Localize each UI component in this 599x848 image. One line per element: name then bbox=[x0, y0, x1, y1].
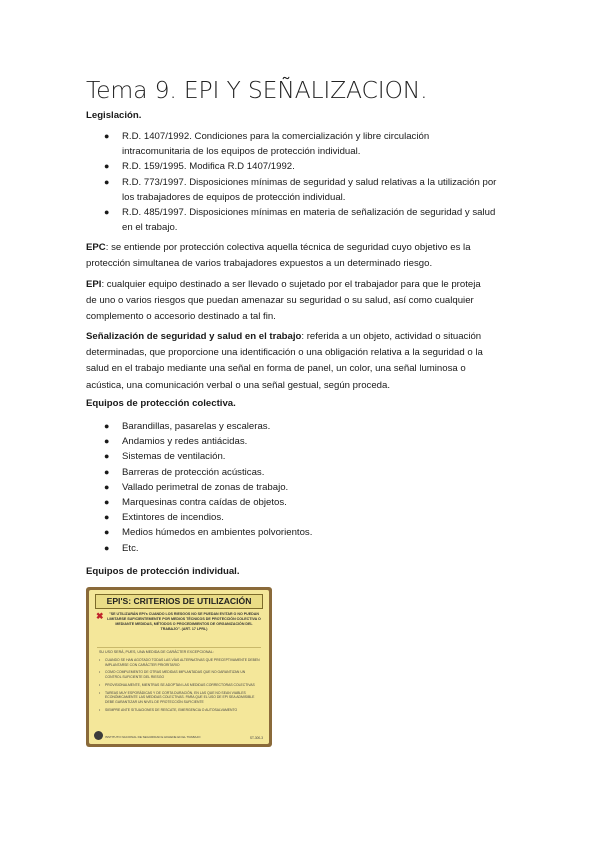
poster-title: EPI'S: CRITERIOS DE UTILIZACIÓN bbox=[95, 594, 263, 609]
list-item: ● Etc. bbox=[86, 541, 312, 556]
bullet-icon: ● bbox=[104, 176, 110, 187]
epi-term: EPI bbox=[86, 279, 102, 290]
bullet-icon: ● bbox=[104, 497, 110, 508]
list-item: • SIEMPRE ANTE SITUACIONES DE RESCATE, EMERGENCIA O AUTOSALVAMENTO bbox=[99, 708, 261, 713]
bullet-icon: ● bbox=[104, 421, 110, 431]
colectiva-heading: Equipos de protección colectiva. bbox=[86, 398, 236, 409]
list-item: ● Barreras de protección acústicas. bbox=[86, 465, 312, 480]
list-item: ● R.D. 159/1995. Modifica R.D 1407/1992. bbox=[86, 159, 496, 174]
page-title: Tema 9. EPI Y SEÑALIZACION. bbox=[86, 76, 428, 104]
list-item: ● Andamios y redes antiácidas. bbox=[86, 434, 312, 449]
epc-paragraph: EPC: se entiende por protección colectiva aquella técnica de seguridad cuyo objetivo es la protección simultanea de varios trabajadores expuestos a un determinado riesgo. bbox=[86, 242, 471, 270]
bullet-icon: ● bbox=[104, 512, 110, 523]
bullet-icon: ● bbox=[104, 161, 110, 172]
poster-subtitle: SU USO SERÁ, PUES, UNA MEDIDA DE CARÁCTER EXCEPCIONAL: bbox=[99, 650, 214, 654]
senalizacion-term: Señalización de seguridad y salud en el trabajo bbox=[86, 331, 302, 342]
epc-term: EPC bbox=[86, 242, 106, 253]
individual-heading: Equipos de protección individual. bbox=[86, 566, 240, 577]
list-item: • TAREAS MUY ESPORÁDICAS Y DE CORTA DURACIÓN, EN LAS QUE NO SEAN VIABLES ECONÓMICAMENTE LAS MEDIDAS COLECTIVAS. PARA QUE EL USO DE EPI SEA ADMISIBLE DEBE GARANTIZAR UN NIVEL DE PROTECCIÓN SUFICIENTE bbox=[99, 691, 261, 705]
list-item: • COMO COMPLEMENTO DE OTRAS MEDIDAS IMPLANTADAS QUE NO GARANTIZAN UN CONTROL SUFICIENTE DEL RIESGO bbox=[99, 670, 261, 679]
bullet-icon: ● bbox=[104, 436, 110, 447]
epi-paragraph: EPI: cualquier equipo destinado a ser llevado o sujetado por el trabajador para que le proteja de uno o varios riesgos que puedan amenazar su seguridad o su salud, así como cualquier complemento o accesorio destinado a tal fin. bbox=[86, 279, 481, 323]
legislacion-list bbox=[86, 129, 496, 235]
list-item: ● Marquesinas contra caídas de objetos. bbox=[86, 495, 312, 510]
list-item: • CUANDO SE HAN AGOTADO TODAS LAS VÍAS ALTERNATIVAS QUE PRECEPTIVAMENTE DEBEN IMPLANTARSE CON CARÁCTER PRIORITARIO bbox=[99, 658, 261, 667]
list-item: ● Medios húmedos en ambientes polvorientos. bbox=[86, 525, 312, 540]
poster-quote: "SE UTILIZARÁN EPI's CUANDO LOS RIESGOS NO SE PUEDAN EVITAR O NO PUEDAN LIMITARSE SUFICIENTEMENTE POR MEDIOS TÉCNICOS DE PROTECCIÓN COLECTIVA O MEDIANTE MEDIDAS, MÉTODOS O PROCEDIMIENTOS DE ORGANIZACIÓN DEL TRABAJO". (ART. 17 LPRL) bbox=[107, 612, 261, 631]
bullet-icon: ● bbox=[104, 131, 110, 141]
list-item: ● R.D. 773/1997. Disposiciones mínimas de seguridad y salud relativas a la utilización por los trabajadores de equipos de protección individual. bbox=[104, 176, 497, 203]
senalizacion-paragraph: Señalización de seguridad y salud en el trabajo: referida a un objeto, actividad o situación determinadas, que proporcione una identificación o una obligación relativa a la seguridad o la salud en el trabajo mediante una señal en forma de panel, un color, una señal luminosa o acústica, una comunicación verbal o una señal gestual, según proceda. bbox=[86, 331, 483, 391]
bullet-icon: ● bbox=[104, 542, 110, 553]
bullet-icon: ● bbox=[104, 466, 110, 477]
list-item: ● Vallado perimetral de zonas de trabajo. bbox=[86, 480, 312, 495]
bullet-icon: ● bbox=[104, 481, 110, 492]
cross-icon: ✖ bbox=[96, 611, 104, 621]
poster-code: ST-300-3 bbox=[249, 736, 263, 740]
poster-panel bbox=[89, 590, 269, 744]
list-item: ● R.D. 485/1997. Disposiciones mínimas en materia de señalización de seguridad y salud en el trabajo. bbox=[104, 207, 496, 234]
poster-criteria-list bbox=[99, 658, 261, 715]
list-item: ● Sistemas de ventilación. bbox=[86, 449, 312, 464]
institute-logo-icon bbox=[94, 731, 103, 740]
legislacion-heading: Legislación. bbox=[86, 110, 142, 121]
epis-criteria-poster bbox=[86, 587, 272, 747]
list-item: • PROVISIONALMENTE, MIENTRAS SE ADOPTAN LAS MEDIDAS CORRECTORAS COLECTIVAS bbox=[99, 683, 261, 688]
poster-organization: INSTITUTO NACIONAL DE SEGURIDAD E HIGIENE EN EL TRABAJO bbox=[105, 735, 201, 740]
bullet-icon: ● bbox=[104, 207, 110, 218]
list-item: ● Barandillas, pasarelas y escaleras. bbox=[86, 419, 312, 434]
bullet-icon: ● bbox=[104, 527, 110, 538]
list-item: ● Extintores de incendios. bbox=[86, 510, 312, 525]
divider bbox=[97, 647, 261, 648]
list-item: ● R.D. 1407/1992. Condiciones para la comercialización y libre circulación intracomunitaria de los equipos de protección individual. bbox=[104, 131, 430, 158]
colectiva-list bbox=[86, 419, 312, 556]
bullet-icon: ● bbox=[104, 451, 110, 462]
